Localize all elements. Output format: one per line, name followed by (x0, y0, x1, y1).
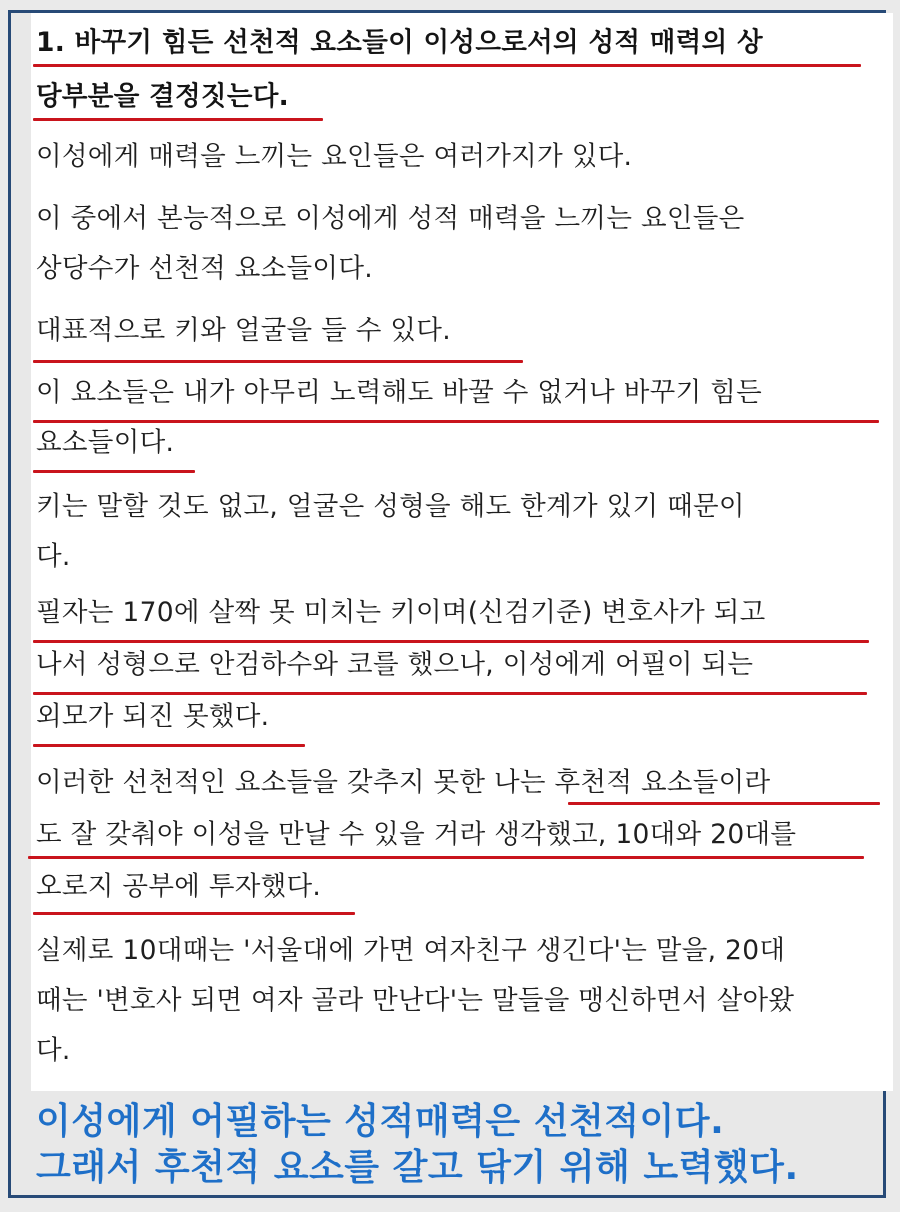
underline (33, 64, 861, 67)
body-line: 외모가 되진 못했다. (36, 701, 270, 732)
heading-line-1: 1. 바꾸기 힘든 선천적 요소들이 이성으로서의 성적 매력의 상 (36, 27, 763, 58)
body-line: 필자는 170에 살짝 못 미치는 키이며(신검기준) 변호사가 되고 (36, 597, 766, 628)
body-line: 대표적으로 키와 얼굴을 들 수 있다. (36, 315, 451, 346)
caption-line-2: 그래서 후천적 요소를 갈고 닦기 위해 노력했다. (36, 1147, 799, 1188)
underline (33, 912, 355, 915)
body-line: 실제로 10대때는 '서울대에 가면 여자친구 생긴다'는 말을, 20대 (36, 935, 786, 966)
body-line: 키는 말할 것도 없고, 얼굴은 성형을 해도 한계가 있기 때문이 (36, 491, 745, 522)
underline (33, 640, 869, 643)
underline (33, 692, 867, 695)
body-line: 이러한 선천적인 요소들을 갖추지 못한 나는 후천적 요소들이라 (36, 767, 771, 798)
underline (33, 744, 305, 747)
body-line: 이성에게 매력을 느끼는 요인들은 여러가지가 있다. (36, 141, 633, 172)
caption-line-1: 이성에게 어필하는 성적매력은 선천적이다. (36, 1101, 725, 1142)
body-line: 오로지 공부에 투자했다. (36, 871, 322, 902)
body-line: 때는 '변호사 되면 여자 골라 만난다'는 말들을 맹신하면서 살아왔 (36, 985, 795, 1016)
underline (28, 856, 864, 859)
heading-line-2: 당부분을 결정짓는다. (36, 81, 289, 112)
underline (568, 802, 880, 805)
underline (33, 118, 323, 121)
body-line: 다. (36, 541, 71, 572)
body-line: 나서 성형으로 안검하수와 코를 했으나, 이성에게 어필이 되는 (36, 649, 754, 680)
body-line: 이 요소들은 내가 아무리 노력해도 바꿀 수 없거나 바꾸기 힘든 (36, 377, 762, 408)
body-line: 요소들이다. (36, 427, 175, 458)
underline (33, 360, 523, 363)
body-line: 다. (36, 1035, 71, 1066)
underline (33, 470, 195, 473)
body-line: 상당수가 선천적 요소들이다. (36, 253, 373, 284)
body-line: 이 중에서 본능적으로 이성에게 성적 매력을 느끼는 요인들은 (36, 203, 745, 234)
body-line: 도 잘 갖춰야 이성을 만날 수 있을 거라 생각했고, 10대와 20대를 (36, 819, 797, 850)
